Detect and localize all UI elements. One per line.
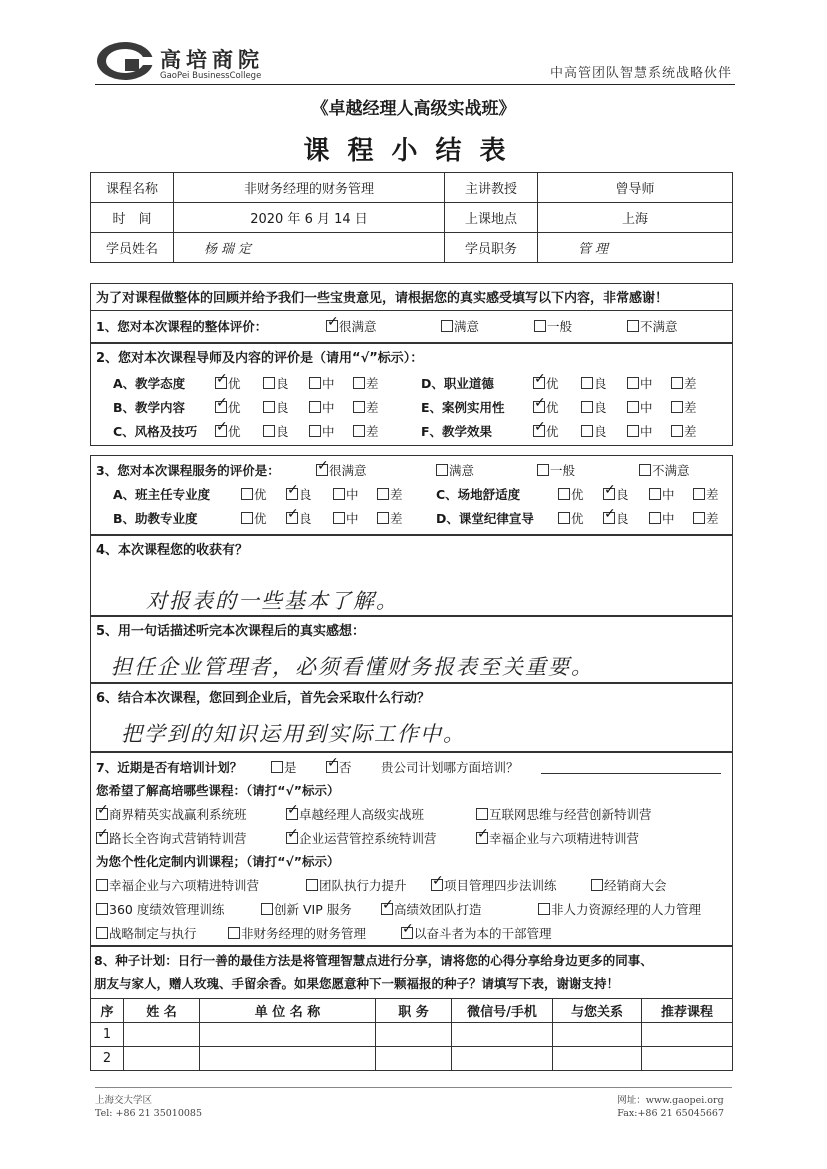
q3-grade-label: 优 — [254, 511, 267, 526]
q3-grade-label: 中 — [662, 511, 675, 526]
checkbox[interactable] — [306, 879, 318, 891]
q7-custom-course-label: 创新 VIP 服务 — [274, 902, 352, 917]
q2-grade-label: 差 — [684, 376, 697, 391]
q7-custom-course[interactable] — [591, 876, 667, 894]
q2-item-name: E、案例实用性 — [421, 400, 505, 415]
location-value[interactable]: 上海 — [538, 203, 733, 233]
checkbox[interactable] — [263, 401, 275, 413]
checkbox[interactable] — [333, 512, 345, 524]
q3-grade-label: 良 — [616, 511, 629, 526]
q3-grade-label: 中 — [662, 487, 675, 502]
seed-column-header: 姓 名 — [124, 999, 200, 1023]
checkbox[interactable] — [558, 512, 570, 524]
q2-grade-label: 中 — [640, 424, 653, 439]
q3-grade-label: 优 — [571, 487, 584, 502]
checkbox[interactable] — [215, 377, 227, 389]
q1-option[interactable] — [534, 317, 572, 335]
q2-grade[interactable] — [309, 422, 335, 440]
checkbox[interactable] — [353, 401, 365, 413]
q2-grade-label: 良 — [594, 376, 607, 391]
seed-column-header: 序 — [91, 999, 124, 1023]
checkbox[interactable] — [581, 425, 593, 437]
q3-option-label: 满意 — [449, 463, 475, 478]
q3-grade[interactable] — [649, 509, 675, 527]
seed-cell[interactable] — [642, 1047, 733, 1071]
q2-grade[interactable] — [263, 398, 289, 416]
seed-column-header: 与您关系 — [553, 999, 642, 1023]
q4-section — [90, 535, 733, 616]
q6-section — [90, 683, 733, 752]
footer-fax: Fax:+86 21 65045667 — [617, 1108, 724, 1119]
q7-plan-yes[interactable]: 是 — [271, 758, 297, 776]
q3-option-label: 不满意 — [652, 463, 690, 478]
checkbox[interactable] — [649, 488, 661, 500]
q2-grade[interactable] — [627, 398, 653, 416]
q2-grade-label: 良 — [276, 376, 289, 391]
intro-text: 为了对课程做整体的回顾并给予我们一些宝贵意见，请根据您的真实感受填写以下内容，非常感谢！ — [96, 291, 669, 306]
checkbox[interactable] — [326, 320, 338, 332]
seed-cell[interactable] — [200, 1047, 376, 1071]
q7-course[interactable] — [286, 805, 424, 823]
checkbox[interactable] — [353, 425, 365, 437]
q7-custom-label: 为您个性化定制内训课程；（请打“√”标示） — [96, 854, 340, 869]
q2-grade[interactable] — [581, 422, 607, 440]
checkbox[interactable] — [537, 464, 549, 476]
q7-course[interactable] — [476, 829, 639, 847]
q7-company-label: 贵公司计划哪方面培训？ — [381, 760, 519, 775]
course-name-label: 课程名称 — [91, 173, 174, 203]
q1-label: 1、您对本次课程的整体评价： — [96, 319, 268, 334]
q3-grade[interactable] — [377, 485, 403, 503]
q2-grade[interactable] — [215, 422, 241, 440]
checkbox[interactable] — [533, 401, 545, 413]
q2-grade-label: 优 — [228, 400, 241, 415]
q7-custom-course-label: 战略制定与执行 — [109, 926, 197, 941]
checkbox[interactable] — [286, 512, 298, 524]
q6-answer[interactable]: 把学到的知识运用到实际工作中。 — [121, 722, 466, 746]
checkbox[interactable] — [627, 401, 639, 413]
checkbox[interactable] — [96, 903, 108, 915]
student-position-label: 学员职务 — [445, 233, 538, 263]
q1-option-label: 满意 — [454, 319, 480, 334]
checkbox[interactable] — [627, 320, 639, 332]
checkbox[interactable] — [627, 425, 639, 437]
checkbox[interactable] — [241, 488, 253, 500]
q2-grade-label: 优 — [546, 424, 559, 439]
q7-custom-course-label: 高绩效团队打造 — [394, 902, 482, 917]
checkbox[interactable] — [286, 832, 298, 844]
checkbox[interactable] — [671, 425, 683, 437]
q3-option-label: 一般 — [550, 463, 576, 478]
checkbox[interactable] — [241, 512, 253, 524]
q2-grade[interactable] — [215, 398, 241, 416]
checkbox[interactable] — [309, 425, 321, 437]
q3-grade[interactable] — [241, 509, 267, 527]
q4-label: 4、本次课程您的收获有？ — [96, 543, 249, 558]
q2-grade[interactable] — [309, 398, 335, 416]
q2-grade-label: 优 — [546, 376, 559, 391]
q4-answer[interactable]: 对报表的一些基本了解。 — [146, 589, 399, 613]
q3-item-name: D、课堂纪律宣导 — [436, 511, 534, 526]
footer-right — [617, 1094, 724, 1120]
q1-option[interactable] — [627, 317, 678, 335]
q2-grade[interactable] — [671, 422, 697, 440]
q2-grade[interactable] — [581, 398, 607, 416]
q7-course-label: 互联网思维与经营创新特训营 — [489, 807, 652, 822]
q6-label: 6、结合本次课程，您回到企业后，首先会采取什么行动？ — [96, 691, 431, 706]
q3-grade[interactable] — [558, 485, 584, 503]
q7-custom-course-label: 团队执行力提升 — [319, 878, 407, 893]
q7-custom-course[interactable] — [96, 876, 259, 894]
course-info-table — [90, 172, 733, 263]
checkbox[interactable] — [476, 832, 488, 844]
seed-cell[interactable] — [642, 1023, 733, 1047]
checkbox[interactable] — [671, 377, 683, 389]
q8-section — [90, 946, 733, 998]
course-title: 《卓越经理人高级实战班》 — [311, 99, 516, 119]
q7-custom-course[interactable] — [401, 924, 552, 942]
q2-grade-label: 差 — [684, 424, 697, 439]
student-name-value[interactable]: 杨瑞定 — [174, 233, 445, 263]
intro-q1-section — [90, 283, 733, 343]
q7-custom-course-label: 非财务经理的财务管理 — [241, 926, 367, 941]
q2-grade[interactable] — [353, 398, 379, 416]
q7-custom-course[interactable] — [261, 900, 352, 918]
q7-custom-course[interactable] — [306, 876, 407, 894]
q3-grade-label: 差 — [706, 487, 719, 502]
q7-course[interactable] — [96, 805, 247, 823]
q3-grade-label: 差 — [390, 487, 403, 502]
q5-section — [90, 616, 733, 683]
checkbox[interactable] — [353, 377, 365, 389]
q2-grade[interactable] — [353, 374, 379, 392]
q3-option-label: 很满意 — [329, 463, 367, 478]
footer-tel: Tel: +86 21 35010085 — [95, 1108, 203, 1119]
q2-grade-label: 良 — [276, 424, 289, 439]
checkbox[interactable] — [534, 320, 546, 332]
seed-cell[interactable] — [376, 1023, 452, 1047]
checkbox[interactable] — [286, 808, 298, 820]
q5-label: 5、用一句话描述听完本次课程后的真实感想： — [96, 624, 366, 639]
checkbox[interactable] — [263, 425, 275, 437]
q2-grade[interactable] — [581, 374, 607, 392]
q3-grade-label: 差 — [706, 511, 719, 526]
q2-grade-label: 中 — [640, 400, 653, 415]
q2-grade[interactable] — [627, 422, 653, 440]
q3-grade[interactable] — [693, 509, 719, 527]
q2-grade[interactable] — [533, 398, 559, 416]
q8-text-1: 8、种子计划：日行一善的最佳方法是将管理智慧点进行分享，请将您的心得分享给身边更多的同事、 — [94, 953, 653, 968]
seed-cell[interactable] — [124, 1023, 200, 1047]
q7-custom-course[interactable] — [431, 876, 557, 894]
q3-grade-label: 良 — [299, 487, 312, 502]
checkbox[interactable] — [693, 488, 705, 500]
q2-grade[interactable] — [533, 422, 559, 440]
checkbox[interactable] — [401, 927, 413, 939]
q7-custom-course-label: 360 度绩效管理训练 — [109, 902, 225, 917]
seed-column-header: 职 务 — [376, 999, 452, 1023]
checkbox[interactable] — [215, 401, 227, 413]
q2-grade-label: 中 — [322, 400, 335, 415]
q7-custom-course[interactable] — [96, 924, 197, 942]
q3-grade[interactable] — [693, 485, 719, 503]
seed-plan-table — [90, 998, 733, 1071]
q2-item-name: A、教学态度 — [113, 376, 186, 391]
checkbox[interactable] — [271, 761, 283, 773]
checkbox[interactable] — [558, 488, 570, 500]
checkbox[interactable] — [96, 879, 108, 891]
q2-item-name: C、风格及技巧 — [113, 424, 198, 439]
checkbox[interactable] — [316, 464, 328, 476]
checkbox[interactable] — [533, 377, 545, 389]
q2-grade-label: 差 — [366, 424, 379, 439]
instructor-label: 主讲教授 — [445, 173, 538, 203]
q7-course[interactable] — [476, 805, 652, 823]
seed-column-header: 单 位 名 称 — [200, 999, 376, 1023]
q3-item-name: B、助教专业度 — [113, 511, 198, 526]
checkbox[interactable] — [228, 927, 240, 939]
time-label: 时 间 — [91, 203, 174, 233]
q7-custom-course[interactable] — [96, 900, 224, 918]
q3-grade[interactable] — [333, 485, 359, 503]
gaopei-logo — [95, 40, 155, 82]
student-name-label: 学员姓名 — [91, 233, 174, 263]
q3-grade[interactable] — [333, 509, 359, 527]
q3-option[interactable] — [537, 461, 575, 479]
q3-grade-label: 优 — [571, 511, 584, 526]
checkbox[interactable] — [441, 320, 453, 332]
table-row[interactable] — [91, 1047, 733, 1071]
checkbox[interactable] — [649, 512, 661, 524]
seed-row-number: 2 — [91, 1047, 124, 1071]
seed-column-header: 微信号/手机 — [452, 999, 553, 1023]
checkbox[interactable] — [603, 512, 615, 524]
time-value[interactable]: 2020 年 6 月 14 日 — [174, 203, 445, 233]
footer-website[interactable]: 网址：www.gaopei.org — [617, 1095, 724, 1106]
q2-grade-label: 良 — [594, 424, 607, 439]
q3-label: 3、您对本次课程服务的评价是： — [96, 463, 280, 478]
q2-label: 2、您对本次课程导师及内容的评价是（请用“√”标示）： — [96, 351, 424, 366]
q2-grade-label: 优 — [228, 376, 241, 391]
checkbox[interactable] — [96, 832, 108, 844]
q3-grade-label: 差 — [390, 511, 403, 526]
q1-option-label: 不满意 — [640, 319, 678, 334]
q7-course-label: 卓越经理人高级实战班 — [299, 807, 425, 822]
checkbox[interactable] — [326, 761, 338, 773]
brand-name: 高培商院 — [160, 48, 264, 72]
q2-item-name: F、教学效果 — [421, 424, 493, 439]
student-position-value[interactable]: 管理 — [538, 233, 733, 263]
q5-answer[interactable]: 担任企业管理者，必须看懂财务报表至关重要。 — [111, 655, 594, 679]
q7-course[interactable] — [286, 829, 437, 847]
q3-section — [90, 455, 733, 535]
q3-grade[interactable] — [286, 509, 312, 527]
header-divider — [95, 84, 735, 85]
q2-grade[interactable] — [627, 374, 653, 392]
seed-cell[interactable] — [200, 1023, 376, 1047]
checkbox[interactable] — [538, 903, 550, 915]
checkbox[interactable] — [286, 488, 298, 500]
checkbox[interactable] — [309, 401, 321, 413]
q3-grade[interactable] — [603, 509, 629, 527]
checkbox[interactable] — [591, 879, 603, 891]
q3-grade-label: 中 — [346, 511, 359, 526]
q3-grade-label: 中 — [346, 487, 359, 502]
q2-grade-label: 中 — [322, 424, 335, 439]
q2-grade[interactable] — [263, 422, 289, 440]
q2-grade-label: 良 — [594, 400, 607, 415]
q7-course-label: 商界精英实战赢利系统班 — [109, 807, 247, 822]
q2-grade[interactable] — [671, 374, 697, 392]
table-row[interactable] — [91, 1023, 733, 1047]
q7-custom-course[interactable] — [228, 924, 366, 942]
checkbox[interactable] — [333, 488, 345, 500]
checkbox[interactable] — [436, 464, 448, 476]
q2-grade-label: 差 — [366, 400, 379, 415]
q7-course[interactable] — [96, 829, 247, 847]
q8-text-2: 朋友与家人，赠人玫瑰、手留余香。如果您愿意种下一颗福报的种子？请填写下表，谢谢支持！ — [94, 976, 620, 991]
q7-company-input[interactable] — [541, 773, 721, 774]
q3-grade-label: 良 — [616, 487, 629, 502]
seed-row-number: 1 — [91, 1023, 124, 1047]
footer-left — [95, 1094, 202, 1120]
brand-english: GaoPei BusinessCollege — [160, 71, 262, 81]
instructor-value[interactable]: 曾导师 — [538, 173, 733, 203]
q3-grade[interactable] — [649, 485, 675, 503]
checkbox[interactable] — [96, 808, 108, 820]
checkbox[interactable] — [581, 401, 593, 413]
course-name-value[interactable]: 非财务经理的财务管理 — [174, 173, 445, 203]
q3-grade[interactable] — [286, 485, 312, 503]
q7-course-label: 企业运营管控系统特训营 — [299, 831, 437, 846]
q2-grade[interactable] — [309, 374, 335, 392]
seed-cell[interactable] — [452, 1023, 553, 1047]
q7-custom-course-label: 幸福企业与六项精进特训营 — [109, 878, 260, 893]
checkbox[interactable] — [431, 879, 443, 891]
checkbox[interactable] — [693, 512, 705, 524]
q3-item-name: C、场地舒适度 — [436, 487, 521, 502]
q7-custom-course-label: 项目管理四步法训练 — [444, 878, 557, 893]
q3-grade[interactable] — [603, 485, 629, 503]
q7-more-label: 您希望了解高培哪些课程：（请打“√”标示） — [96, 783, 340, 798]
checkbox[interactable] — [377, 488, 389, 500]
q2-section — [90, 343, 733, 446]
seed-cell[interactable] — [452, 1047, 553, 1071]
q3-option[interactable] — [639, 461, 690, 479]
seed-table-header — [91, 999, 733, 1023]
q1-option[interactable] — [441, 317, 479, 335]
q7-custom-course-label: 经销商大会 — [604, 878, 667, 893]
q3-item-name: A、班主任专业度 — [113, 487, 211, 502]
q3-grade[interactable] — [377, 509, 403, 527]
q2-grade[interactable] — [671, 398, 697, 416]
q2-grade-label: 良 — [276, 400, 289, 415]
checkbox[interactable] — [377, 512, 389, 524]
q3-option[interactable] — [436, 461, 474, 479]
q2-grade[interactable] — [215, 374, 241, 392]
q7-section — [90, 752, 733, 946]
q2-item-name: B、教学内容 — [113, 400, 186, 415]
checkbox[interactable] — [381, 903, 393, 915]
q3-option[interactable] — [316, 461, 367, 479]
footer-divider — [95, 1087, 732, 1088]
checkbox[interactable] — [671, 401, 683, 413]
q2-grade-label: 差 — [684, 400, 697, 415]
checkbox[interactable] — [263, 377, 275, 389]
q7-custom-course[interactable] — [538, 900, 701, 918]
checkbox[interactable] — [261, 903, 273, 915]
q3-grade[interactable] — [558, 509, 584, 527]
q2-grade[interactable] — [353, 422, 379, 440]
q2-grade[interactable] — [533, 374, 559, 392]
seed-column-header: 推荐课程 — [642, 999, 733, 1023]
seed-cell[interactable] — [124, 1047, 200, 1071]
q7-plan-no[interactable]: ✓ 否 — [326, 758, 352, 776]
checkbox[interactable] — [603, 488, 615, 500]
checkbox[interactable] — [533, 425, 545, 437]
q1-option-label: 一般 — [547, 319, 573, 334]
checkbox[interactable] — [581, 377, 593, 389]
q1-option-label: 很满意 — [339, 319, 377, 334]
q7-course-label: 幸福企业与六项精进特训营 — [489, 831, 640, 846]
checkbox[interactable] — [96, 927, 108, 939]
q2-grade-label: 优 — [228, 424, 241, 439]
seed-cell[interactable] — [376, 1047, 452, 1071]
footer-campus: 上海交大学区 — [95, 1095, 153, 1106]
location-label: 上课地点 — [445, 203, 538, 233]
q3-grade-label: 良 — [299, 511, 312, 526]
checkbox[interactable] — [627, 377, 639, 389]
form-title: 课程小结表 — [303, 136, 524, 166]
checkbox[interactable] — [309, 377, 321, 389]
tagline: 中高管团队智慧系统战略伙伴 — [549, 66, 732, 81]
q2-grade-label: 优 — [546, 400, 559, 415]
q1-option[interactable] — [326, 317, 377, 335]
q2-item-name: D、职业道德 — [421, 376, 494, 391]
q3-grade[interactable] — [241, 485, 267, 503]
checkbox[interactable] — [639, 464, 651, 476]
q2-grade[interactable] — [263, 374, 289, 392]
q7-custom-course-label: 非人力资源经理的人力管理 — [551, 902, 702, 917]
q7-custom-course[interactable] — [381, 900, 482, 918]
seed-cell[interactable] — [553, 1047, 642, 1071]
seed-cell[interactable] — [553, 1023, 642, 1047]
checkbox[interactable] — [215, 425, 227, 437]
q7-plan-label: 7、近期是否有培训计划？ — [96, 760, 243, 775]
q7-course-label: 路长全咨询式营销特训营 — [109, 831, 247, 846]
q7-custom-course-label: 以奋斗者为本的干部管理 — [414, 926, 552, 941]
q2-grade-label: 中 — [322, 376, 335, 391]
q2-grade-label: 中 — [640, 376, 653, 391]
checkbox[interactable] — [476, 808, 488, 820]
q2-grade-label: 差 — [366, 376, 379, 391]
q3-grade-label: 优 — [254, 487, 267, 502]
